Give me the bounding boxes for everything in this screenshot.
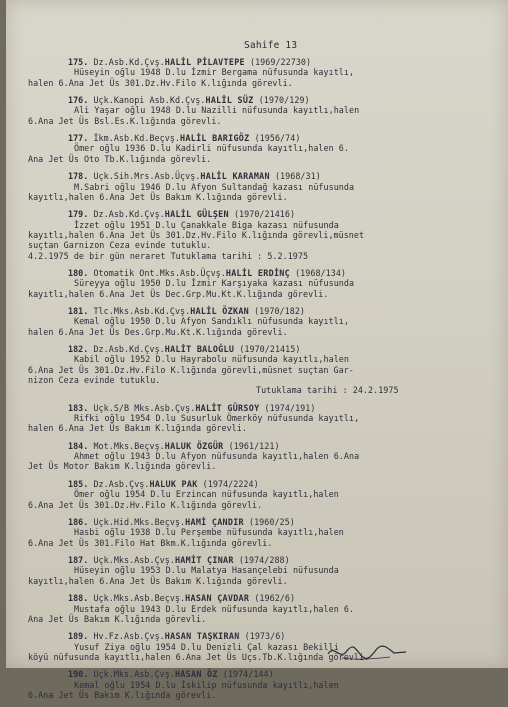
registry-number: (1962/6) [254,593,296,604]
entry-continuation-line: halen 6.Ana Jet Üs Bakım K.lığında görevli. [28,423,247,434]
entry-detail-line: M.Sabri oğlu 1946 D.lu Afyon Sultandağ kazası nüfusunda [74,181,355,192]
entry-heading-line [6,669,508,679]
personnel-entry [6,479,508,510]
entry-heading-line [6,441,508,451]
entry-number: 189. [68,631,89,642]
page-number-header: Sahife 13 [244,40,298,51]
entry-continuation-line: 6.Ana Jet Üs Bsl.Es.K.lığında görevli. [28,115,222,126]
entry-continuation-line: kayıtlı,halen 6.Ana Jet Üs 301.Dz.Hv.Filo K.lığında görevli,müsnet [28,229,365,240]
rank-title: Uçk.Hid.Mks.Beçvş. [93,517,186,528]
person-name: HASAN TAŞKIRAN [164,631,240,642]
entry-heading-line [6,306,508,316]
registry-number: (1974/191) [264,402,316,413]
rank-title: Dz.Asb.Kd.Çvş. [93,57,165,67]
registry-number: (1956/74) [254,133,301,144]
entry-continuation-line: halen 6.Ana Jet Üs Des.Grp.Mu.Kt.K.lığında görevli. [28,326,288,337]
rank-title: Dz.Asb.Çvş. [93,478,150,489]
rank-title: Uçk.Kanopi Asb.Kd.Çvş. [93,95,206,106]
entry-heading-line [6,57,508,67]
entry-heading-line [6,403,508,413]
entry-heading-line [6,631,508,641]
entry-number: 185. [68,478,89,489]
entry-heading-line [6,555,508,565]
entry-number: 190. [68,669,89,680]
person-name: HASAN ÖZ [174,669,218,680]
entry-continuation-line: suçtan Garnizon Ceza evinde tutuklu. [28,240,212,251]
entry-detail-line: Hüseyin oğlu 1953 D.lu Malatya Hasançelebi nüfusunda [74,565,339,576]
arrest-date-note: Tutuklama tarihi : 24.2.1975 [256,385,399,396]
entry-number: 179. [68,209,89,220]
registry-number: (1968/134) [295,267,346,278]
rank-title: Dz.Asb.Kd.Çvş. [93,344,165,355]
entry-number: 186. [68,517,89,528]
personnel-list [6,57,508,707]
personnel-entry [6,441,508,472]
rank-title: Hv.Fz.Asb.Çvş. [93,631,165,642]
entry-number: 175. [68,57,89,67]
entry-continuation-line: Jet Üs Motor Bakım K.lığında görevli. [28,461,217,472]
registry-number: (1974/288) [238,555,290,566]
handwritten-signature [324,640,410,662]
person-name: HALİT GÜRSOY [195,402,260,413]
registry-number: (1961/121) [228,440,280,451]
entry-number: 187. [68,555,89,566]
person-name: HALİT BALOĞLU [164,344,235,355]
entry-heading-line [6,95,508,105]
rank-title: Tlc.Mks.Asb.Kd.Çvş. [93,306,191,317]
entry-detail-line: Ahmet oğlu 1943 D.lu Afyon nüfusunda kayıtlı,halen 6.Ana [74,451,360,462]
entry-number: 183. [68,402,89,413]
person-name: HASAN ÇAVDAR [185,593,250,604]
person-name: HALUK PAK [149,478,198,489]
registry-number: (1960/25) [249,517,295,528]
entry-continuation-line: 6.Ana Jet Üs Bakım K.lığında görevli. [28,689,217,700]
rank-title: Uçk.S/B Mks.Asb.Çvş. [93,402,196,413]
rank-title: Uçk.Mks.Asb.Çvş. [93,555,175,566]
personnel-entry [6,344,508,395]
entry-continuation-line: Ana Jet Üs Oto Tb.K.lığında görevli. [28,153,212,164]
registry-number: (1974/144) [222,669,274,680]
entry-continuation-line: kayıtlı,halen 6.Ana Jet Üs Dec.Grp.Mu.Kt.K.lığında görevli. [28,288,329,299]
entry-number: 180. [68,267,89,278]
personnel-entry [6,306,508,337]
entry-heading-line [6,171,508,181]
personnel-entry [6,631,508,662]
entry-continuation-line: 6.Ana Jet Üs 301.Dz.Hv.Filo K.lığında görevli. [28,499,263,510]
registry-number: (1969/22730) [250,57,312,67]
entry-heading-line [6,133,508,143]
entry-heading-line [6,268,508,278]
rank-title: Dz.Asb.Kd.Çvş. [93,209,165,220]
personnel-entry [6,517,508,548]
entry-number: 181. [68,306,89,317]
person-name: HALİL BARIGÖZ [180,133,250,144]
registry-number: (1974/2224) [202,478,259,489]
person-name: HALİL KARAMAN [200,171,270,182]
rank-title: Uçk.Mks.Asb.Beçvş. [93,593,186,604]
entry-continuation-line: köyü nüfusunda kayıtlı,halen 6.Ana Jet Üs Uçs.Tb.K.lığında görevli. [28,651,370,662]
entry-number: 188. [68,593,89,604]
entry-heading-line [6,209,508,219]
entry-continuation-line: kayıtlı,halen 6.Ana Jet Üs Bakım K.lığında görevli. [28,575,288,586]
registry-number: (1970/21415) [239,344,301,355]
person-name: HALUK ÖZGÜR [164,440,224,451]
entry-heading-line [6,479,508,489]
entry-number: 177. [68,133,89,144]
entry-heading-line [6,593,508,603]
personnel-entry [6,593,508,624]
entry-continuation-line: 6.Ana Jet Üs 301.Filo Hat Bkm.K.lığında görevli. [28,537,273,548]
person-name: HALİL PİLAVTEPE [164,57,245,67]
entry-detail-line: Kemal oğlu 1954 D.lu İskilip nüfusunda kayıtlı,halen [74,679,339,690]
entry-number: 178. [68,171,89,182]
registry-number: (1970/182) [254,306,306,317]
entry-continuation-line: Ana Jet Üs Bakım K.lığında görevli. [28,613,207,624]
entry-detail-line: Rifki oğlu 1954 D.lu Susurluk Ömerköy nüfusunda kayıtlı, [74,413,360,424]
personnel-entry [6,268,508,299]
entry-heading-line [6,517,508,527]
entry-detail-line: İzzet oğlu 1951 D.lu Çanakkale Biga kazası nüfusunda [74,219,339,230]
entry-detail-line: Yusuf Ziya oğlu 1954 D.lu Denizli Çal kazası Bekilli [74,641,339,652]
entry-detail-line: Ömer oğlu 1954 D.lu Erzincan nüfusunda kayıtlı,halen [74,489,339,500]
rank-title: Mot.Mks.Beçvş. [93,440,165,451]
rank-title: Otomatik Ont.Mks.Asb.Üçvş. [93,267,226,278]
entry-detail-line: Ali Yaşar oğlu 1948 D.lu Nazilli nüfusunda kayıtlı,halen [74,105,360,116]
document-page [6,0,508,700]
personnel-entry [6,171,508,202]
release-and-arrest-note: 4.2.1975 de bir gün neraret Tutuklama tarihi : 5.2.1975 [28,250,309,261]
registry-number: (1973/6) [244,631,286,642]
person-name: HAMİ ÇANDIR [185,517,244,528]
entry-detail-line: Mustafa oğlu 1943 D.lu Erdek nüfusunda kayıtlı,halen 6. [74,603,355,614]
person-name: HAMİT ÇINAR [174,555,234,566]
entry-continuation-line: nizon Ceza evinde tutuklu. [28,375,161,386]
entry-continuation-line: 6.Ana Jet Üs 301.Dz.Hv.Filo K.lığında görevli,müsnet suçtan Gar- [28,364,354,375]
entry-detail-line: Ömer oğlu 1936 D.lu Kadirli nüfusunda kayıtlı,halen 6. [74,143,349,154]
personnel-entry [6,57,508,88]
entry-number: 182. [68,344,89,355]
personnel-entry [6,209,508,260]
entry-continuation-line: kayıtlı,halen 6.Ana Jet Üs Bakım K.lığında görevli. [28,191,288,202]
entry-detail-line: Süreyya oğlu 1950 D.lu İzmir Karşıyaka kazası nüfusunda [74,278,355,289]
entry-detail-line: Hüseyin oğlu 1948 D.lu İzmir Bergama nüfusunda kayıtlı, [74,67,355,78]
rank-title: Uçk.Mks.Asb.Çvş. [93,669,175,680]
personnel-entry [6,669,508,700]
entry-detail-line: Hasbi oğlu 1938 D.lu Perşembe nüfusunda kayıtlı,halen [74,527,344,538]
rank-title: Uçk.Sih.Mrs.Asb.Üçvş. [93,171,201,182]
person-name: HALİL GÜLŞEN [164,209,229,220]
personnel-entry [6,555,508,586]
personnel-entry [6,95,508,126]
personnel-entry [6,133,508,164]
entry-number: 176. [68,95,89,106]
registry-number: (1970/129) [258,95,310,106]
entry-continuation-line: halen 6.Ana Jet Üs 301.Dz.Hv.Filo K.lığında görevli. [28,77,293,88]
person-name: HALİL ERDİNÇ [225,267,290,278]
entry-detail-line: Kabil oğlu 1952 D.lu Hayrabolu nüfusunda kayıtlı,halen [74,354,349,365]
rank-title: İkm.Asb.Kd.Beçvş. [93,133,181,144]
entry-heading-line [6,344,508,354]
person-name: HALİL ÖZKAN [190,306,249,317]
registry-number: (1968/31) [274,171,321,182]
entry-detail-line: Kemal oğlu 1950 D.lu Afyon Sandıklı nüfusunda kayıtlı, [74,316,349,327]
registry-number: (1970/21416) [233,209,296,220]
entry-number: 184. [68,440,89,451]
person-name: HALİL SÜZ [205,95,254,106]
personnel-entry [6,403,508,434]
